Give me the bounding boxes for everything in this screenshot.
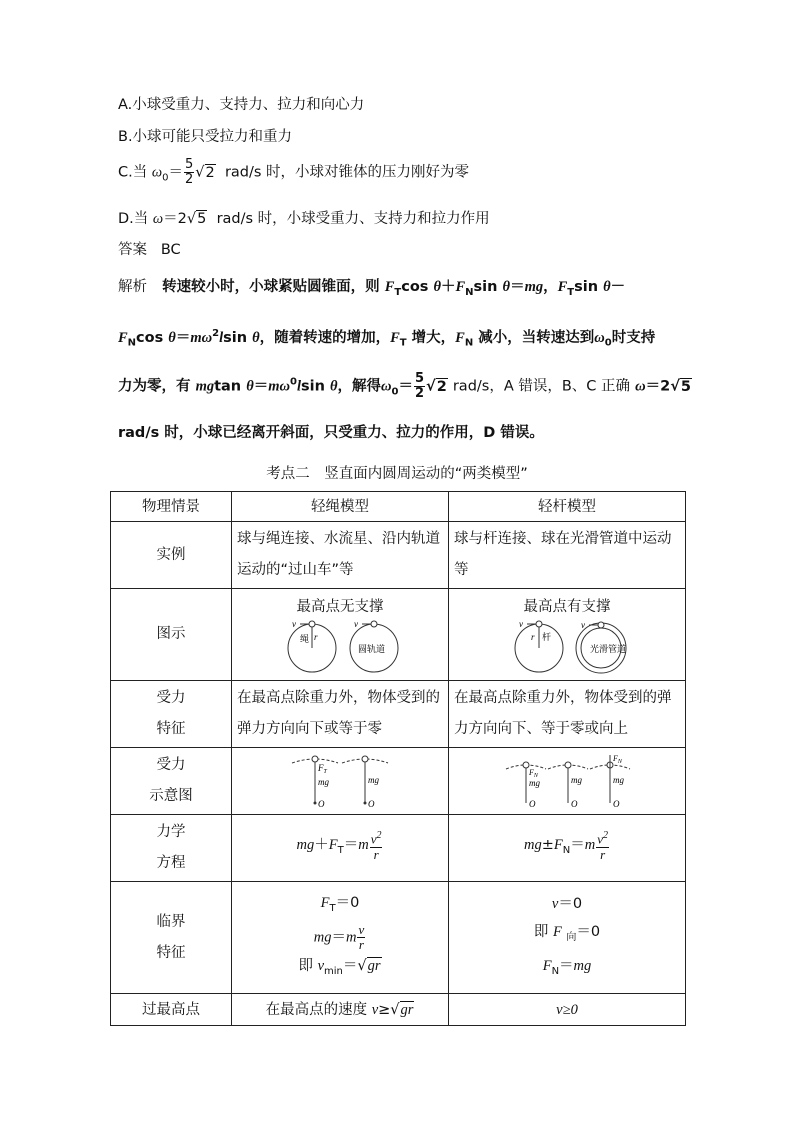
analysis-text-2: ，随着转速的增加， bbox=[259, 329, 391, 346]
row-label-critical-2: 特征 bbox=[156, 944, 186, 961]
model-table bbox=[110, 491, 686, 1026]
row-label-critical-1: 临界 bbox=[156, 913, 186, 930]
analysis-text-8: rad/s，A 错误，B、C 正确 bbox=[452, 378, 631, 395]
option-d: D.当 ω＝2√5 rad/s 时，小球受重力、支持力和拉力作用 bbox=[118, 211, 490, 227]
row-label-force-diagram bbox=[111, 748, 232, 815]
option-c-suffix: rad/s 时，小球对锥体的压力刚好为零 bbox=[224, 164, 470, 181]
table-row-force-feature bbox=[111, 681, 686, 748]
answer-value: BC bbox=[160, 242, 181, 258]
rod-figure-cell bbox=[449, 589, 686, 681]
svg-text:r: r bbox=[314, 631, 318, 642]
option-b: B.小球可能只受拉力和重力 bbox=[118, 129, 293, 145]
rope-force-diagram bbox=[290, 753, 390, 809]
table-row-dynamics bbox=[111, 815, 686, 882]
answer bbox=[118, 240, 181, 260]
header-rope: 轻绳模型 bbox=[232, 492, 449, 522]
row-label-force-feature bbox=[111, 681, 232, 748]
analysis-text-4: 减小，当转速达到 bbox=[478, 329, 595, 346]
table-row-critical bbox=[111, 882, 686, 994]
rope-force-feature: 在最高点除重力外，物体受到的弹力方向向下或等于零 bbox=[232, 681, 449, 748]
rod-force-feature: 在最高点除重力外，物体受到的弹力方向向下、等于零或向上 bbox=[449, 681, 686, 748]
analysis-text-1: 转速较小时，小球紧贴圆锥面，则 bbox=[162, 279, 380, 295]
table-header-row bbox=[111, 492, 686, 522]
svg-text:mg: mg bbox=[318, 777, 329, 787]
row-label-force-diagram-2: 示意图 bbox=[149, 788, 193, 804]
analysis-line-4: rad/s 时，小球已经离开斜面，只受重力、拉力的作用，D 错误。 bbox=[118, 425, 544, 441]
row-label-critical bbox=[111, 882, 232, 994]
analysis-label: 解析 bbox=[118, 279, 147, 295]
option-c-prefix: C.当 bbox=[118, 164, 148, 181]
rope-critical-prefix: 即 bbox=[298, 958, 313, 974]
rod-force-diagram bbox=[502, 753, 632, 809]
rope-example: 球与绳连接、水流星、沿内轨道运动的“过山车”等 bbox=[232, 522, 449, 589]
option-a: A.小球受重力、支持力、拉力和向心力 bbox=[118, 97, 365, 113]
svg-text:FN: $F_N$ bbox=[529, 768, 538, 779]
rope-force-diagram-cell bbox=[232, 748, 449, 815]
track-label: 圆轨道 bbox=[358, 644, 386, 655]
analysis-text-5: 时支持 bbox=[611, 329, 656, 346]
tube-label: 光滑管道 bbox=[590, 644, 627, 655]
svg-text:O: O bbox=[368, 799, 375, 809]
section-title: 考点二 竖直面内圆周运动的“两类模型” bbox=[266, 466, 528, 482]
option-c: C.当 $\omega_0=$ $\frac{5}{2}$ √2 rad/s 时，小球对锥体的压力刚好为零 bbox=[118, 157, 470, 187]
rod-example: 球与杆连接、球在光滑管道中运动等 bbox=[449, 522, 686, 589]
analysis-line-1: 解析 转速较小时，小球紧贴圆锥面，则 $F_T\cos$ $\theta+F_N\sin$ θ＝mg，$F_T\sin$ θ－ bbox=[118, 279, 626, 298]
option-d-suffix: rad/s 时，小球受重力、支持力和拉力作用 bbox=[216, 211, 490, 227]
svg-text:O: O bbox=[529, 799, 536, 809]
svg-text:r: r bbox=[531, 631, 535, 642]
rope-over-top-text: 在最高点的速度 bbox=[265, 1001, 368, 1018]
row-label-force-diagram-1: 受力 bbox=[156, 757, 186, 773]
rod-over-top: v≥0 bbox=[449, 994, 686, 1026]
svg-text:mg: mg bbox=[529, 778, 540, 788]
row-label-example: 实例 bbox=[111, 522, 232, 589]
row-label-over-top: 过最高点 bbox=[111, 994, 232, 1026]
analysis-line-3: 力为零，有 mgtan $\theta=m\omega^0lsin$ θ，解得$\omega_0=$ $\frac{5}{2}$ √2 rad/s，A 错误，B、C 正确 ω＝2√5 bbox=[118, 371, 691, 401]
row-label-force-feature-2: 特征 bbox=[156, 721, 186, 737]
svg-text:mg: mg bbox=[368, 775, 379, 785]
svg-text:v: v bbox=[519, 618, 523, 629]
svg-text:FN: $F_N$ bbox=[613, 754, 622, 765]
analysis-text-7: ，解得 bbox=[337, 378, 381, 395]
analysis-line-2: $F_N\cos$ $\theta=m\omega^2lsin$ θ，随着转速的增加，$F_T$ 增大，$F_N$ 减小，当转速达到$\omega_0$时支持 bbox=[118, 328, 656, 349]
rod-model-figure bbox=[497, 618, 637, 674]
svg-text:O: O bbox=[571, 799, 578, 809]
analysis-text-6: 力为零，有 bbox=[118, 378, 191, 395]
rod-critical-cell: v＝0 即 F $_向$＝0 $F_N=mg$ bbox=[449, 882, 686, 994]
svg-text:v: v bbox=[581, 619, 585, 630]
row-label-dynamics bbox=[111, 815, 232, 882]
analysis-text-3: 增大， bbox=[411, 329, 456, 346]
row-label-dynamics-2: 方程 bbox=[156, 855, 186, 871]
svg-text:v: v bbox=[292, 618, 296, 629]
header-scene: 物理情景 bbox=[111, 492, 232, 522]
row-label-figure: 图示 bbox=[111, 589, 232, 681]
rod-force-diagram-cell bbox=[449, 748, 686, 815]
table-row-over-top bbox=[111, 994, 686, 1026]
svg-text:mg: mg bbox=[571, 775, 582, 785]
row-label-force-feature-1: 受力 bbox=[156, 690, 186, 706]
table-row-example bbox=[111, 522, 686, 589]
row-label-dynamics-1: 力学 bbox=[156, 824, 186, 840]
rope-model-figure bbox=[270, 618, 410, 674]
option-d-prefix: D.当 bbox=[118, 211, 149, 227]
rope-label: 绳 bbox=[300, 634, 310, 645]
svg-text:FT: $F_T$ bbox=[318, 763, 327, 775]
svg-text:O: O bbox=[318, 799, 325, 809]
rope-critical-cell: $F_T=0$ mg＝m $\frac{v}{r}$ 即 $v_{min}=√gr$ bbox=[232, 882, 449, 994]
rod-critical-prefix: 即 bbox=[533, 923, 549, 940]
rope-figure-cell bbox=[232, 589, 449, 681]
answer-label: 答案 bbox=[118, 242, 147, 258]
rod-label: 杆 bbox=[542, 632, 552, 643]
header-rod: 轻杆模型 bbox=[449, 492, 686, 522]
rope-figure-caption: 最高点无支撑 bbox=[296, 598, 384, 615]
rod-dynamics-equation: $mg\pm F_N=m$ $\frac{v^2}{r}$ bbox=[449, 815, 686, 882]
table-row-figure bbox=[111, 589, 686, 681]
svg-text:O: O bbox=[613, 799, 620, 809]
rope-dynamics-equation: $mg+F_T=m$ $\frac{v^2}{r}$ bbox=[232, 815, 449, 882]
rod-figure-caption: 最高点有支撑 bbox=[523, 598, 611, 615]
svg-text:mg: mg bbox=[613, 775, 624, 785]
table-row-force-diagram bbox=[111, 748, 686, 815]
svg-text:v: v bbox=[354, 618, 358, 629]
rope-over-top: 在最高点的速度 v≥√gr bbox=[232, 994, 449, 1026]
